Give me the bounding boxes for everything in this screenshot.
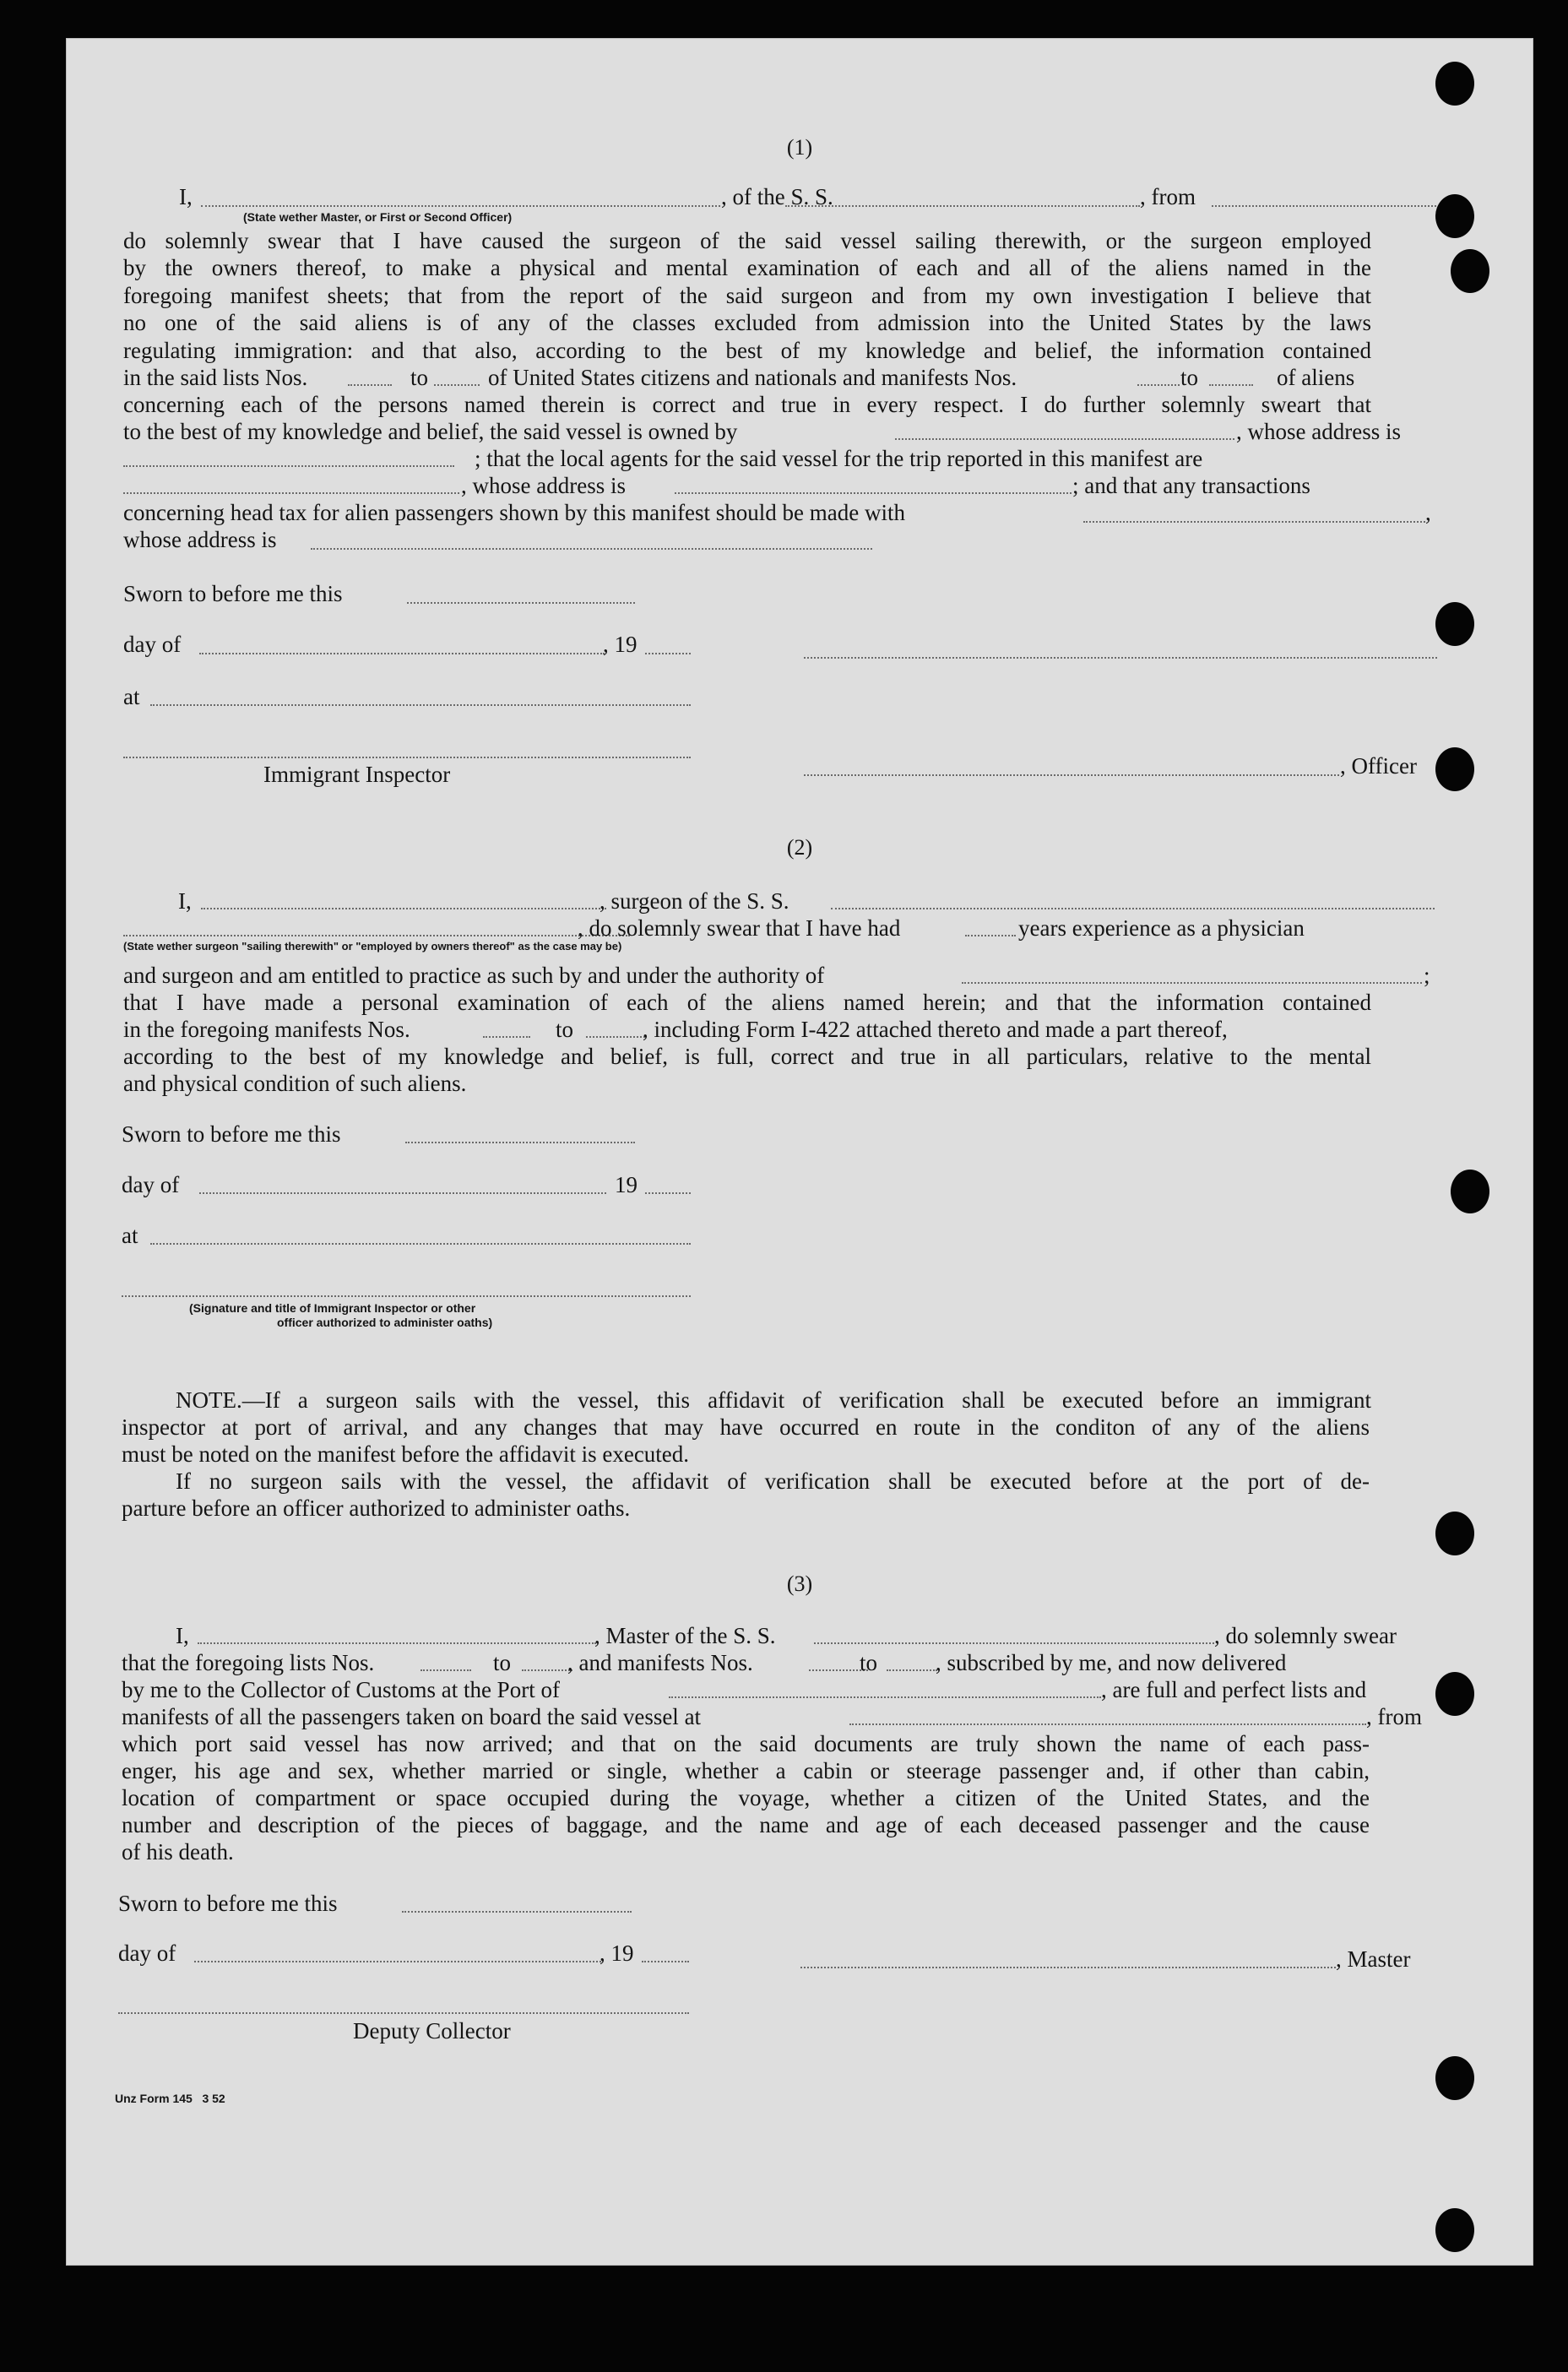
s2-day-of: day of: [122, 1172, 180, 1197]
s2-years-line: [965, 935, 1016, 936]
s2-manifests-nos: in the foregoing manifests Nos.: [123, 1017, 410, 1042]
s3-sworn: Sworn to before me this: [118, 1891, 338, 1916]
s3-year: , 19: [600, 1940, 634, 1966]
binder-hole: [1435, 2056, 1474, 2100]
s1-from-port-line: [1212, 205, 1436, 207]
binder-hole: [1435, 1512, 1474, 1555]
binder-hole: [1435, 747, 1474, 791]
section-1-number: (1): [786, 135, 813, 160]
s1-of-aliens: of aliens: [1277, 365, 1355, 390]
s2-authority-line: [962, 982, 1422, 984]
s3-body-line: of his death.: [122, 1839, 234, 1864]
s2-sworn: Sworn to before me this: [122, 1121, 341, 1147]
s1-agents-address-line: [675, 492, 1072, 494]
s1-body-line: regulating immigration: and that also, according to the best of my knowledge and belief, the information contained: [123, 338, 1371, 363]
s3-from: , from: [1366, 1704, 1422, 1729]
form-code: Unz Form 145 3 52: [115, 2092, 225, 2105]
s1-intro-i: I,: [179, 184, 193, 209]
s2-swear-years: , do solemnly swear that I have had: [578, 915, 901, 941]
s3-taken-on-board: manifests of all the passengers taken on board the said vessel at: [122, 1704, 702, 1729]
s2-body-line: and physical condition of such aliens.: [123, 1071, 467, 1096]
note-line: parture before an officer authorized to administer oaths.: [122, 1495, 631, 1521]
s1-intro-from: , from: [1140, 184, 1196, 209]
s1-day-of: day of: [123, 632, 182, 657]
s3-sworn-line: [402, 1911, 632, 1913]
binder-hole: [1435, 194, 1474, 238]
s2-at: at: [122, 1223, 138, 1248]
note-line: If no surgeon sails with the vessel, the affidavit of verification shall be executed before at the port of de-: [176, 1468, 1370, 1494]
s1-day-line: [199, 653, 605, 654]
s1-manifests-to-line: [1209, 384, 1253, 386]
s3-master-label: , Master: [1336, 1946, 1411, 1972]
s3-subscribed: , subscribed by me, and now delivered: [936, 1650, 1287, 1675]
s3-port-line: [669, 1696, 1101, 1698]
s1-lists-to-line: [434, 384, 480, 386]
s1-year-line: [645, 653, 691, 654]
s1-body-line: by the owners thereof, to make a physical and mental examination of each and all of the aliens named in the: [123, 255, 1371, 280]
s2-signature-note: (Signature and title of Immigrant Inspector or other: [189, 1301, 476, 1315]
note-line: inspector at port of arrival, and any changes that may have occurred en route in the conditon of any of the aliens: [122, 1414, 1370, 1440]
s1-officer-signature-line: [804, 774, 1339, 776]
s1-master-name-line: [201, 205, 720, 207]
s1-head-tax-line: [1083, 521, 1425, 523]
s1-body-line: concerning each of the persons named therein is correct and true in every respect. I do further solemnly sweart that: [123, 392, 1371, 417]
s2-manifests-to-line: [586, 1036, 645, 1038]
s1-officer-signature-top-line: [804, 657, 1437, 659]
s3-i: I,: [176, 1623, 189, 1648]
s1-ship-name-line: [785, 205, 1140, 207]
s3-lists-from-line: [420, 1669, 471, 1671]
binder-hole: [1435, 2208, 1474, 2252]
s3-ship-name-line: [814, 1642, 1214, 1644]
s1-sworn-line: [407, 602, 635, 604]
form-page: [66, 38, 1533, 2266]
s1-at: at: [123, 684, 140, 709]
s3-boarding-port-line: [849, 1723, 1366, 1725]
binder-hole: [1435, 1672, 1474, 1716]
binder-hole: [1435, 602, 1474, 646]
s2-signature-line: [122, 1295, 691, 1297]
s1-immigrant-inspector: Immigrant Inspector: [263, 762, 451, 787]
s2-year-line: [645, 1192, 691, 1194]
s1-owner-address: , whose address is: [1236, 419, 1401, 444]
s3-lists-nos: that the foregoing lists Nos.: [122, 1650, 375, 1675]
s2-sworn-line: [405, 1142, 635, 1143]
s3-lists-to: to: [493, 1650, 512, 1675]
s3-deputy-collector: Deputy Collector: [353, 2018, 511, 2044]
s1-head-tax-address-line: [311, 548, 872, 550]
s1-sworn: Sworn to before me this: [123, 581, 343, 606]
binder-hole: [1451, 249, 1489, 293]
s1-officer-label: , Officer: [1340, 753, 1417, 779]
s2-at-line: [150, 1243, 691, 1245]
s2-surgeon-type-line: [123, 935, 630, 936]
s1-owner-address-line: [123, 465, 454, 467]
binder-hole: [1451, 1170, 1489, 1213]
s1-head-tax-comma: ,: [1425, 500, 1431, 525]
s1-body-line: foregoing manifest sheets; that from the report of the said surgeon and from my own investigation I believe that: [123, 283, 1371, 308]
s2-ship-name-line: [831, 908, 1435, 909]
s1-transactions: ; and that any transactions: [1072, 473, 1310, 498]
s1-body-line: no one of the said aliens is of any of the classes excluded from admission into the United States by the laws: [123, 310, 1371, 335]
s3-year-line: [642, 1961, 689, 1962]
s2-authority-semicolon: ;: [1424, 963, 1430, 988]
s2-manifests-from-line: [483, 1036, 530, 1038]
s2-i: I,: [178, 888, 192, 914]
s2-body-line: that I have made a personal examination of each of the aliens named herein; and that the information contained: [123, 990, 1371, 1015]
s1-citizens-manifests: of United States citizens and nationals and manifests Nos.: [488, 365, 1017, 390]
s3-body-line: location of compartment or space occupied during the voyage, whether a citizen of the United States, and the: [122, 1785, 1370, 1810]
s1-owner-line: [895, 438, 1234, 440]
s1-lists-from-line: [348, 384, 392, 386]
s2-form-i422: , including Form I-422 attached thereto and made a part thereof,: [643, 1017, 1228, 1042]
s2-surgeon-name-line: [201, 908, 606, 909]
s1-local-agents: ; that the local agents for the said vessel for the trip reported in this manifest are: [475, 446, 1203, 471]
s2-authority: and surgeon and am entitled to practice as such by and under the authority of: [123, 963, 825, 988]
s3-lists-to-line: [522, 1669, 572, 1671]
s3-body-line: enger, his age and sex, whether married or single, whether a cabin or steerage passenger and, if other than cabin,: [122, 1758, 1370, 1783]
s3-day-line: [194, 1961, 601, 1962]
s3-master-of-ss: , Master of the S. S.: [594, 1623, 776, 1648]
s1-whose-address: whose address is: [123, 527, 277, 552]
s1-body-line: do solemnly swear that I have caused the surgeon of the said vessel sailing therewith, or the surgeon employed: [123, 228, 1371, 253]
s3-manifests-to-line: [887, 1669, 937, 1671]
section-3-number: (3): [786, 1571, 813, 1596]
s3-body-line: which port said vessel has now arrived; and that on the said documents are truly shown the name of each pass-: [122, 1731, 1370, 1756]
s1-intro-of-ss: , of the S. S.: [721, 184, 833, 209]
s1-inspector-signature-line: [123, 757, 691, 758]
s2-surgeon-of-ss: , surgeon of the S. S.: [600, 888, 789, 914]
s1-master-note: (State wether Master, or First or Second Officer): [243, 210, 513, 224]
note-line: NOTE.—If a surgeon sails with the vessel, this affidavit of verification shall be executed before an immigrant: [176, 1387, 1371, 1413]
s1-lists-to: to: [410, 365, 429, 390]
s1-manifests-from-line: [1137, 384, 1180, 386]
s1-at-line: [150, 704, 691, 706]
s1-owned-by: to the best of my knowledge and belief, the said vessel is owned by: [123, 419, 738, 444]
s3-manifests-nos: , and manifests Nos.: [567, 1650, 753, 1675]
s3-collector-signature-line: [118, 2012, 689, 2014]
s3-master-signature-line: [800, 1967, 1336, 1968]
s1-agents-address: , whose address is: [461, 473, 626, 498]
s2-surgeon-note: (State wether surgeon "sailing therewith" or "employed by owners thereof" as the case may be): [123, 940, 622, 953]
binder-hole: [1435, 62, 1474, 106]
s2-body-line: according to the best of my knowledge and belief, is full, correct and true in all particulars, relative to the mental: [123, 1044, 1371, 1069]
s1-manifests-to: to: [1180, 365, 1199, 390]
s2-day-line: [199, 1192, 606, 1194]
s3-body-line: number and description of the pieces of baggage, and the name and age of each deceased passenger and the cause: [122, 1812, 1370, 1837]
s3-master-name-line: [198, 1642, 596, 1644]
s1-head-tax: concerning head tax for alien passengers shown by this manifest should be made with: [123, 500, 906, 525]
s2-manifests-to: to: [556, 1017, 574, 1042]
s1-year: , 19: [603, 632, 638, 657]
s3-swear: , do solemnly swear: [1214, 1623, 1397, 1648]
s1-lists-nos: in the said lists Nos.: [123, 365, 308, 390]
note-line: must be noted on the manifest before the affidavit is executed.: [122, 1441, 690, 1467]
s1-agents-line: [123, 492, 459, 494]
s2-years-experience: years experience as a physician: [1018, 915, 1305, 941]
s3-collector-port: by me to the Collector of Customs at the Port of: [122, 1677, 560, 1702]
s2-year: 19: [615, 1172, 638, 1197]
s3-day-of: day of: [118, 1940, 176, 1966]
s3-manifests-to: to: [860, 1650, 878, 1675]
s2-signature-note: officer authorized to administer oaths): [277, 1316, 493, 1329]
s3-full-perfect: , are full and perfect lists and: [1101, 1677, 1367, 1702]
section-2-number: (2): [786, 835, 813, 860]
